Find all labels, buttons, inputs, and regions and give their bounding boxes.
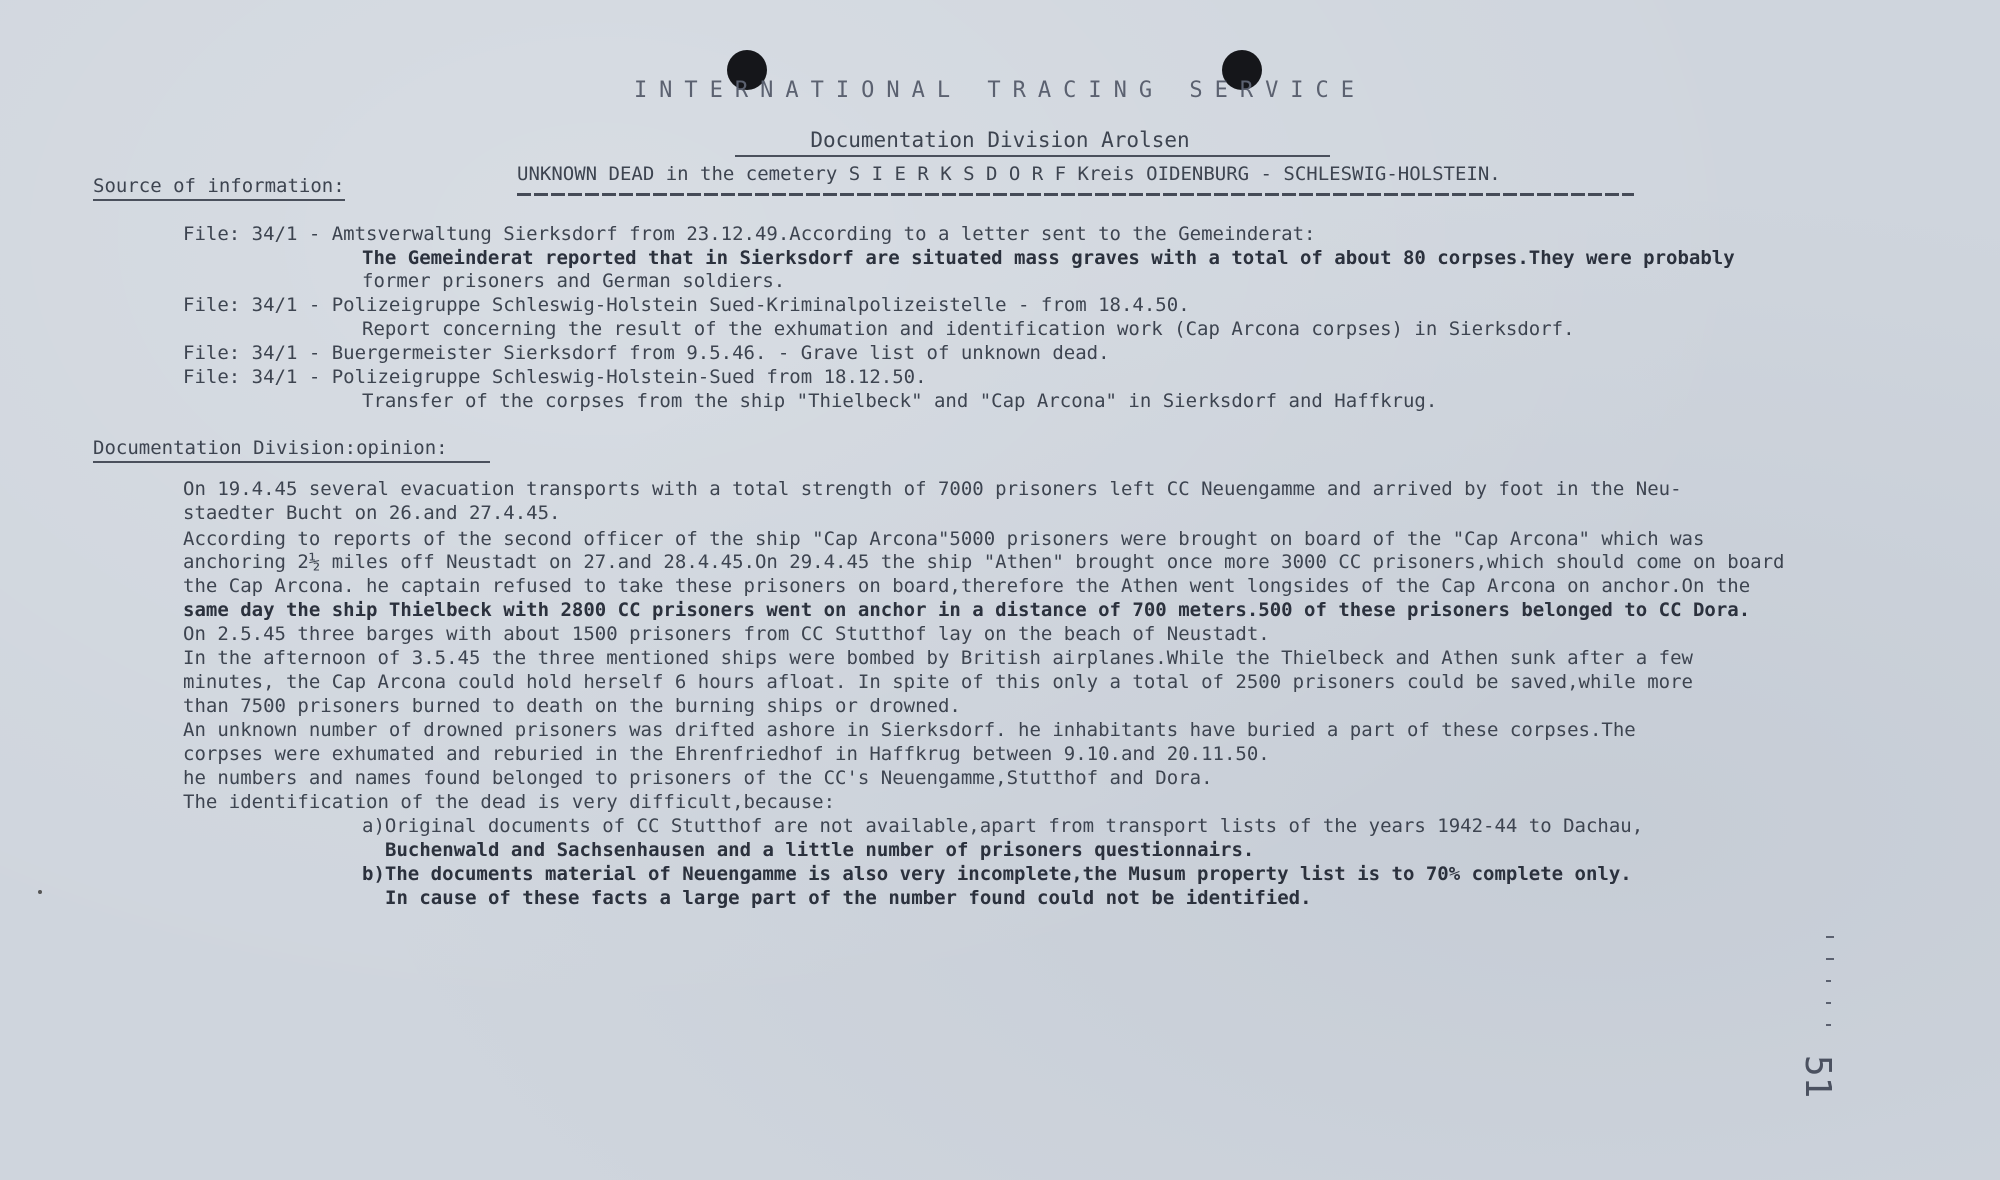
opinion-line: he numbers and names found belonged to prisoners of the CC's Neuengamme,Stutthof and Dora. [183, 767, 1213, 789]
file-line: File: 34/1 - Buergermeister Sierksdorf from 9.5.46. - Grave list of unknown dead. [183, 342, 1110, 364]
source-label: Source of information: [93, 175, 345, 201]
opinion-line: corpses were exhumated and reburied in the Ehrenfriedhof in Haffkrug between 9.10.and 20.11.50. [183, 743, 1270, 765]
opinion-label: Documentation Division:opinion: [93, 437, 490, 463]
opinion-line: the Cap Arcona. he captain refused to take these prisoners on board,therefore the Athen went longsides of the Cap Arcona on anchor.On the [183, 575, 1751, 597]
organization-title: INTERNATIONAL TRACING SERVICE [633, 78, 1367, 103]
opinion-line: On 2.5.45 three barges with about 1500 prisoners from CC Stutthof lay on the beach of Neustadt. [183, 623, 1270, 645]
opinion-line: b)The documents material of Neuengamme is also very incomplete,the Musum property list is to 70% complete only. [362, 863, 1632, 885]
file-line: Report concerning the result of the exhumation and identification work (Cap Arcona corpses) in Sierksdorf. [362, 318, 1575, 340]
file-line: File: 34/1 - Amtsverwaltung Sierksdorf from 23.12.49.According to a letter sent to the Gemeinderat: [183, 223, 1316, 245]
subject-line: UNKNOWN DEAD in the cemetery S I E R K S D O R F Kreis OIDENBURG - SCHLESWIG-HOLSTEIN. [517, 163, 1501, 185]
subject-underline [517, 193, 1634, 196]
margin-tick-marks [1826, 930, 1834, 1026]
file-line: former prisoners and German soldiers. [362, 270, 786, 292]
stray-mark [38, 890, 42, 894]
file-line: File: 34/1 - Polizeigruppe Schleswig-Holstein Sued-Kriminalpolizeistelle - from 18.4.50. [183, 294, 1190, 316]
opinion-line: than 7500 prisoners burned to death on the burning ships or drowned. [183, 695, 961, 717]
opinion-line: Buchenwald and Sachsenhausen and a little number of prisoners questionnairs. [385, 839, 1255, 861]
opinion-line: An unknown number of drowned prisoners was drifted ashore in Sierksdorf. he inhabitants have buried a part of these corpses.The [183, 719, 1636, 741]
file-line: Transfer of the corpses from the ship "Thielbeck" and "Cap Arcona" in Sierksdorf and Haffkrug. [362, 390, 1438, 412]
opinion-line: same day the ship Thielbeck with 2800 CC prisoners went on anchor in a distance of 700 meters.500 of these prisoners belonged to CC Dora. [183, 599, 1751, 621]
opinion-line: In the afternoon of 3.5.45 the three mentioned ships were bombed by British airplanes.While the Thielbeck and Athen sunk after a few [183, 647, 1693, 669]
division-title: Documentation Division Arolsen [810, 128, 1190, 152]
file-line: File: 34/1 - Polizeigruppe Schleswig-Holstein-Sued from 18.12.50. [183, 366, 927, 388]
opinion-line: In cause of these facts a large part of the number found could not be identified. [385, 887, 1312, 909]
opinion-line: On 19.4.45 several evacuation transports with a total strength of 7000 prisoners left CC Neuengamme and arrived by foot in the Neu- [183, 478, 1682, 500]
opinion-line: According to reports of the second officer of the ship "Cap Arcona"5000 prisoners were brought on board of the "Cap Arcona" which was [183, 528, 1705, 550]
opinion-line: staedter Bucht on 26.and 27.4.45. [183, 502, 561, 524]
opinion-line: a)Original documents of CC Stutthof are not available,apart from transport lists of the years 1942-44 to Dachau, [362, 815, 1644, 837]
opinion-line: minutes, the Cap Arcona could hold herself 6 hours afloat. In spite of this only a total of 2500 prisoners could be saved,while more [183, 671, 1693, 693]
page-number: 51 [1797, 1055, 1838, 1099]
opinion-line: anchoring 2½ miles off Neustadt on 27.and 28.4.45.On 29.4.45 the ship "Athen" brought once more 3000 CC prisoners,which should come on board [183, 551, 1785, 573]
opinion-line: The identification of the dead is very difficult,because: [183, 791, 836, 813]
division-underline [735, 155, 1330, 157]
file-line: The Gemeinderat reported that in Sierksdorf are situated mass graves with a total of about 80 corpses.They were probably [362, 247, 1735, 269]
